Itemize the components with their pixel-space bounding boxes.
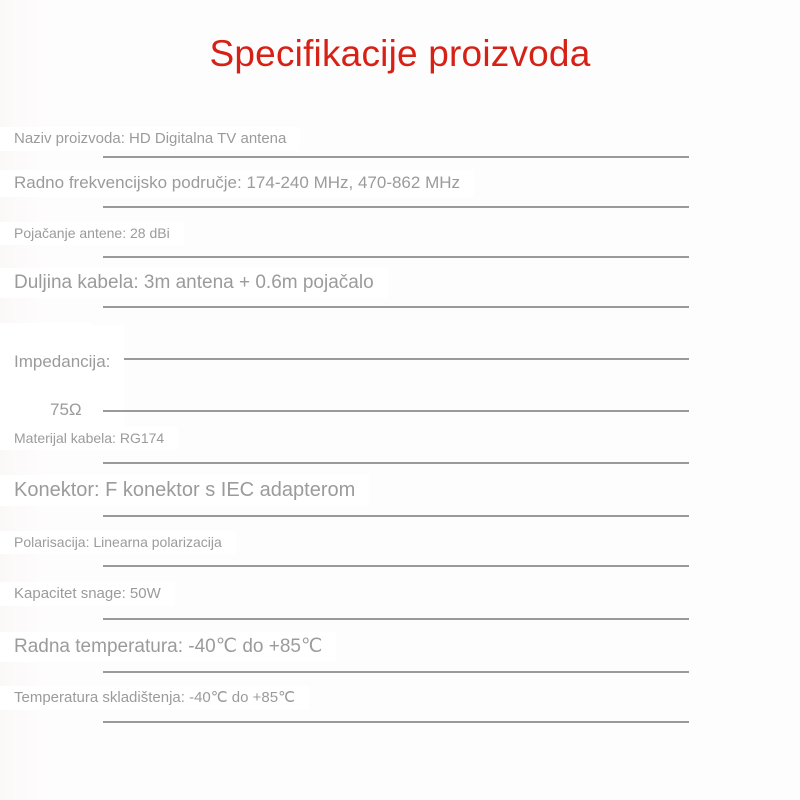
table-row [0, 673, 800, 723]
table-row [0, 258, 800, 308]
spec-row-storage-temperature: Temperatura skladištenja: -40℃ do +85℃ [0, 686, 309, 710]
table-row [0, 567, 800, 620]
spec-row-impedance-value: 75Ω [50, 399, 82, 419]
spec-row-power-capacity: Kapacitet snage: 50W [0, 582, 175, 606]
spec-row-frequency-range: Radno frekvencijsko područje: 174-240 MHz, 470-862 MHz [0, 170, 474, 197]
table-row [0, 120, 800, 158]
spec-row-operating-temperature: Radna temperatura: -40℃ do +85℃ [0, 632, 336, 662]
table-row [0, 208, 800, 258]
specifications-table [0, 120, 800, 723]
table-row [0, 620, 800, 673]
spec-row-polarisation: Polarisacija: Linearna polarizacija [0, 531, 236, 554]
spec-row-cable-length: Duljina kabela: 3m antena + 0.6m pojačalo [0, 268, 388, 298]
spec-row-connector: Konektor: F konektor s IEC adapterom [0, 475, 369, 506]
spec-row-impedance-label: Impedancija: [14, 351, 111, 371]
table-row [0, 517, 800, 567]
page-title: Specifikacije proizvoda [209, 33, 591, 74]
table-row [0, 412, 800, 464]
table-row [0, 351, 800, 419]
table-row [0, 158, 800, 208]
row-divider [103, 721, 689, 723]
spec-row-antenna-gain: Pojačanje antene: 28 dBi [0, 222, 184, 245]
table-row [0, 464, 800, 517]
spec-row-cable-material: Materijal kabela: RG174 [0, 427, 178, 450]
spec-row-product-name: Naziv proizvoda: HD Digitalna TV antena [0, 127, 300, 151]
